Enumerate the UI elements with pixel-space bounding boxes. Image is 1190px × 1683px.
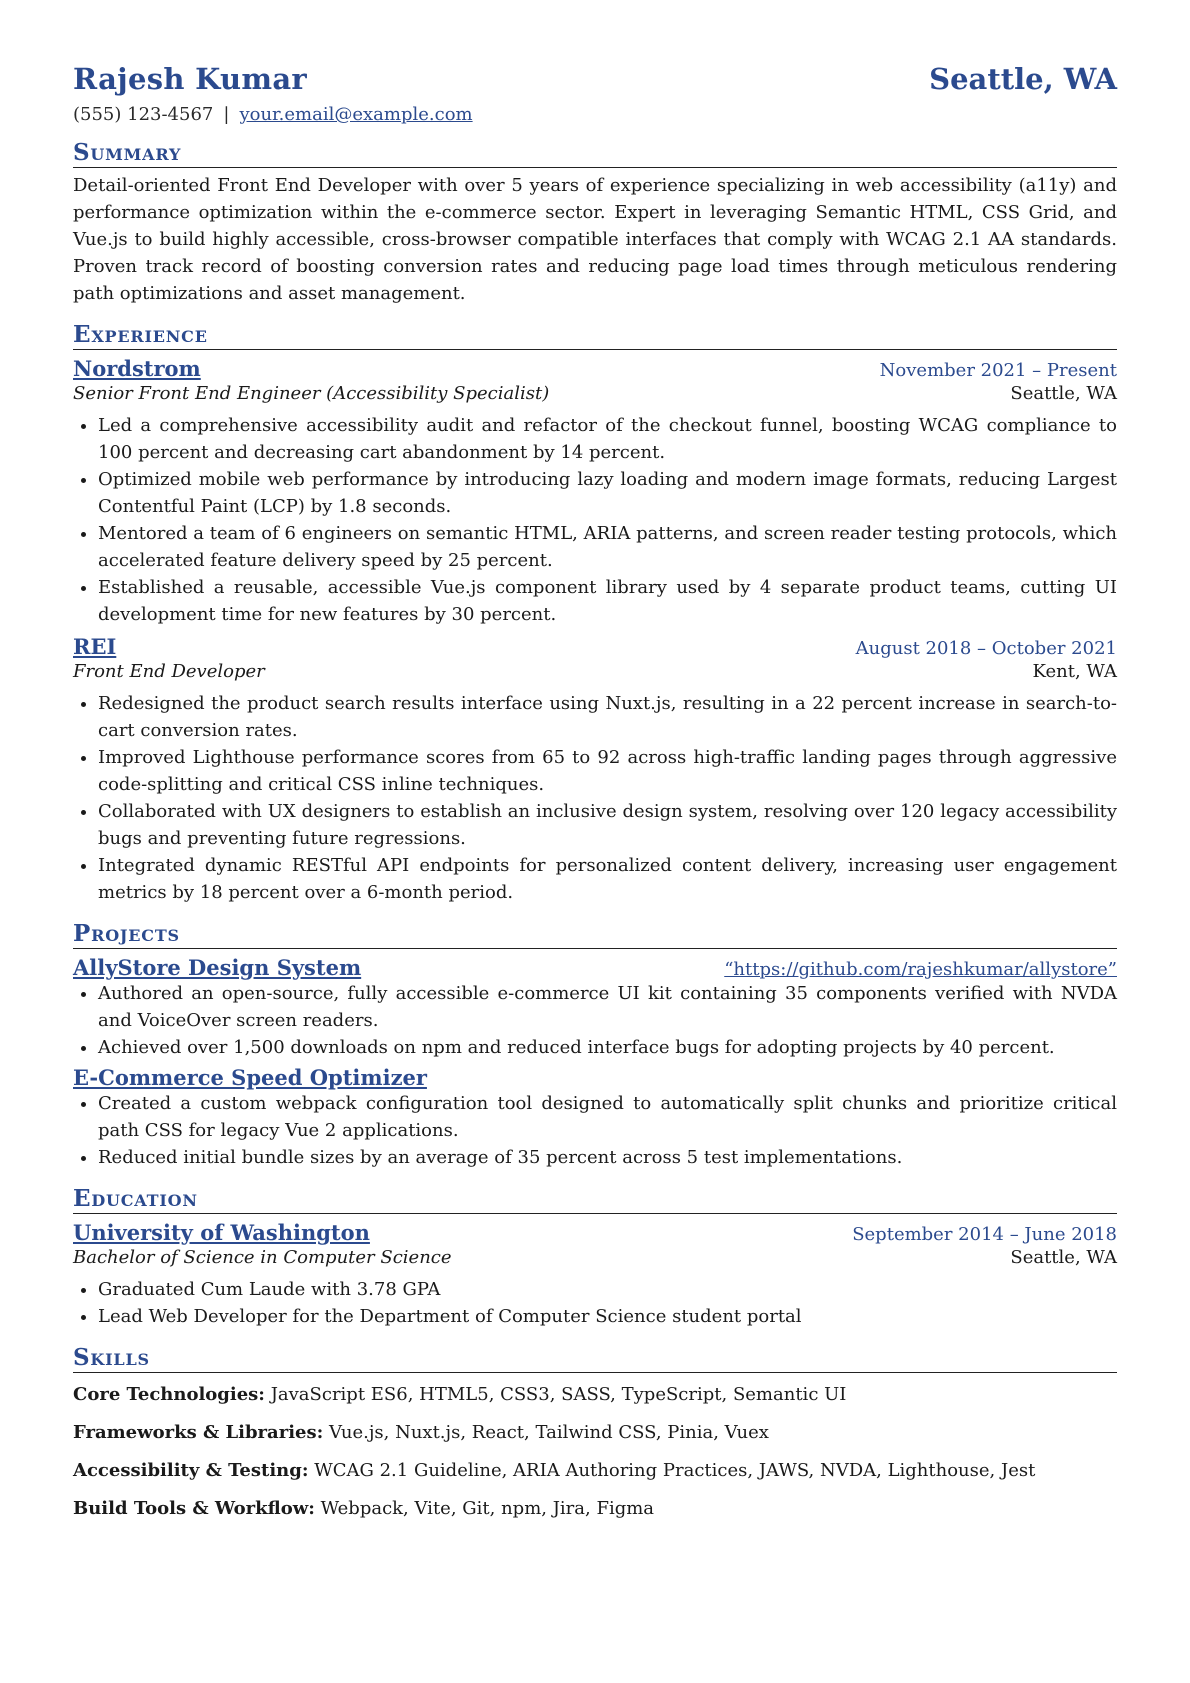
employer-link[interactable]: Nordstrom	[73, 356, 201, 381]
degree-title: Bachelor of Science in Computer Science	[73, 1247, 452, 1268]
section-title-skills: Skills	[73, 1344, 1117, 1373]
education-dates: September 2014 – June 2018	[852, 1224, 1117, 1245]
project-entry	[73, 1065, 1117, 1171]
contact-separator: |	[223, 104, 230, 125]
skill-value: Webpack, Vite, Git, npm, Jira, Figma	[320, 1498, 655, 1519]
job-title: Front End Developer	[73, 661, 265, 682]
bullet-list	[73, 412, 1117, 628]
bullet-item: • Lead Web Developer for the Department of Computer Science student portal	[98, 1303, 1117, 1330]
project-entry	[73, 955, 1117, 1061]
skill-value: WCAG 2.1 Guideline, ARIA Authoring Practices, JAWS, NVDA, Lighthouse, Jest	[314, 1460, 1036, 1481]
school-link[interactable]: University of Washington	[73, 1220, 370, 1245]
section-title-summary: Summary	[73, 139, 1117, 168]
project-name-link[interactable]: AllyStore Design System	[73, 955, 362, 980]
employment-dates: November 2021 – Present	[879, 360, 1117, 381]
bullet-list	[73, 690, 1117, 906]
candidate-location: Seattle, WA	[929, 62, 1117, 96]
skill-line	[73, 1421, 1117, 1445]
bullet-item: • Created a custom webpack configuration tool designed to automatically split chunks and prioritize critical path CSS for legacy Vue 2 applications.	[98, 1090, 1117, 1144]
email-link[interactable]: your.email@example.com	[239, 104, 473, 125]
bullet-item: • Achieved over 1,500 downloads on npm and reduced interface bugs for adopting projects by 40 percent.	[98, 1034, 1117, 1061]
job-location: Kent, WA	[1032, 661, 1117, 682]
bullet-list	[73, 1090, 1117, 1171]
skill-line	[73, 1383, 1117, 1407]
project-name-link[interactable]: E-Commerce Speed Optimizer	[73, 1065, 427, 1090]
skill-label: Frameworks & Libraries:	[73, 1422, 324, 1443]
bullet-item: • Reduced initial bundle sizes by an average of 35 percent across 5 test implementations.	[98, 1144, 1117, 1171]
bullet-item: • Improved Lighthouse performance scores from 65 to 92 across high-traffic landing pages through aggressive code-splitting and critical CSS inline techniques.	[98, 744, 1117, 798]
skill-value: JavaScript ES6, HTML5, CSS3, SASS, TypeScript, Semantic UI	[270, 1384, 847, 1405]
project-repo-link[interactable]: “https://github.com/rajeshkumar/allystore”	[724, 959, 1117, 980]
summary-text: Detail-oriented Front End Developer with over 5 years of experience specializing in web accessibility (a11y) and performance optimization within the e-commerce sector. Expert in leveraging Semantic HTML, CSS Grid, and Vue.js to build highly accessible, cross-browser compatible interfaces that comply with WCAG 2.1 AA standards. Proven track record of boosting conversion rates and reducing page load times through meticulous rendering path optimizations and asset management.	[73, 175, 1117, 304]
skill-line	[73, 1459, 1117, 1483]
bullet-list	[73, 980, 1117, 1061]
skill-value: Vue.js, Nuxt.js, React, Tailwind CSS, Pinia, Vuex	[329, 1422, 769, 1443]
contact-line	[73, 104, 1117, 125]
bullet-item: • Optimized mobile web performance by introducing lazy loading and modern image formats, reducing Largest Contentful Paint (LCP) by 1.8 seconds.	[98, 466, 1117, 520]
bullet-item: • Graduated Cum Laude with 3.78 GPA	[98, 1276, 1117, 1303]
skill-line	[73, 1497, 1117, 1521]
candidate-name: Rajesh Kumar	[73, 62, 308, 96]
skill-label: Build Tools & Workflow:	[73, 1498, 315, 1519]
experience-entry	[73, 356, 1117, 628]
bullet-item: • Mentored a team of 6 engineers on semantic HTML, ARIA patterns, and screen reader testing protocols, which accelerated feature delivery speed by 25 percent.	[98, 520, 1117, 574]
job-location: Seattle, WA	[1010, 383, 1117, 404]
section-title-education: Education	[73, 1185, 1117, 1214]
bullet-item: • Authored an open-source, fully accessible e-commerce UI kit containing 35 components verified with NVDA and VoiceOver screen readers.	[98, 980, 1117, 1034]
bullet-item: • Integrated dynamic RESTful API endpoints for personalized content delivery, increasing user engagement metrics by 18 percent over a 6-month period.	[98, 852, 1117, 906]
school-location: Seattle, WA	[1010, 1247, 1117, 1268]
section-title-experience: Experience	[73, 321, 1117, 350]
job-title: Senior Front End Engineer (Accessibility Specialist)	[73, 383, 550, 404]
skill-label: Accessibility & Testing:	[73, 1460, 309, 1481]
employment-dates: August 2018 – October 2021	[855, 638, 1117, 659]
bullet-item: • Established a reusable, accessible Vue.js component library used by 4 separate product teams, cutting UI development time for new features by 30 percent.	[98, 574, 1117, 628]
section-title-projects: Projects	[73, 920, 1117, 949]
resume-header	[73, 62, 1117, 96]
skills-list	[73, 1383, 1117, 1521]
bullet-item: • Collaborated with UX designers to establish an inclusive design system, resolving over 120 legacy accessibility bugs and preventing future regressions.	[98, 798, 1117, 852]
phone-number: (555) 123-4567	[73, 104, 214, 125]
experience-entry	[73, 634, 1117, 906]
bullet-list	[73, 1276, 1117, 1330]
employer-link[interactable]: REI	[73, 634, 117, 659]
education-entry	[73, 1220, 1117, 1330]
bullet-item: • Redesigned the product search results interface using Nuxt.js, resulting in a 22 percent increase in search-to-cart conversion rates.	[98, 690, 1117, 744]
bullet-item: • Led a comprehensive accessibility audit and refactor of the checkout funnel, boosting WCAG compliance to 100 percent and decreasing cart abandonment by 14 percent.	[98, 412, 1117, 466]
skill-label: Core Technologies:	[73, 1384, 265, 1405]
